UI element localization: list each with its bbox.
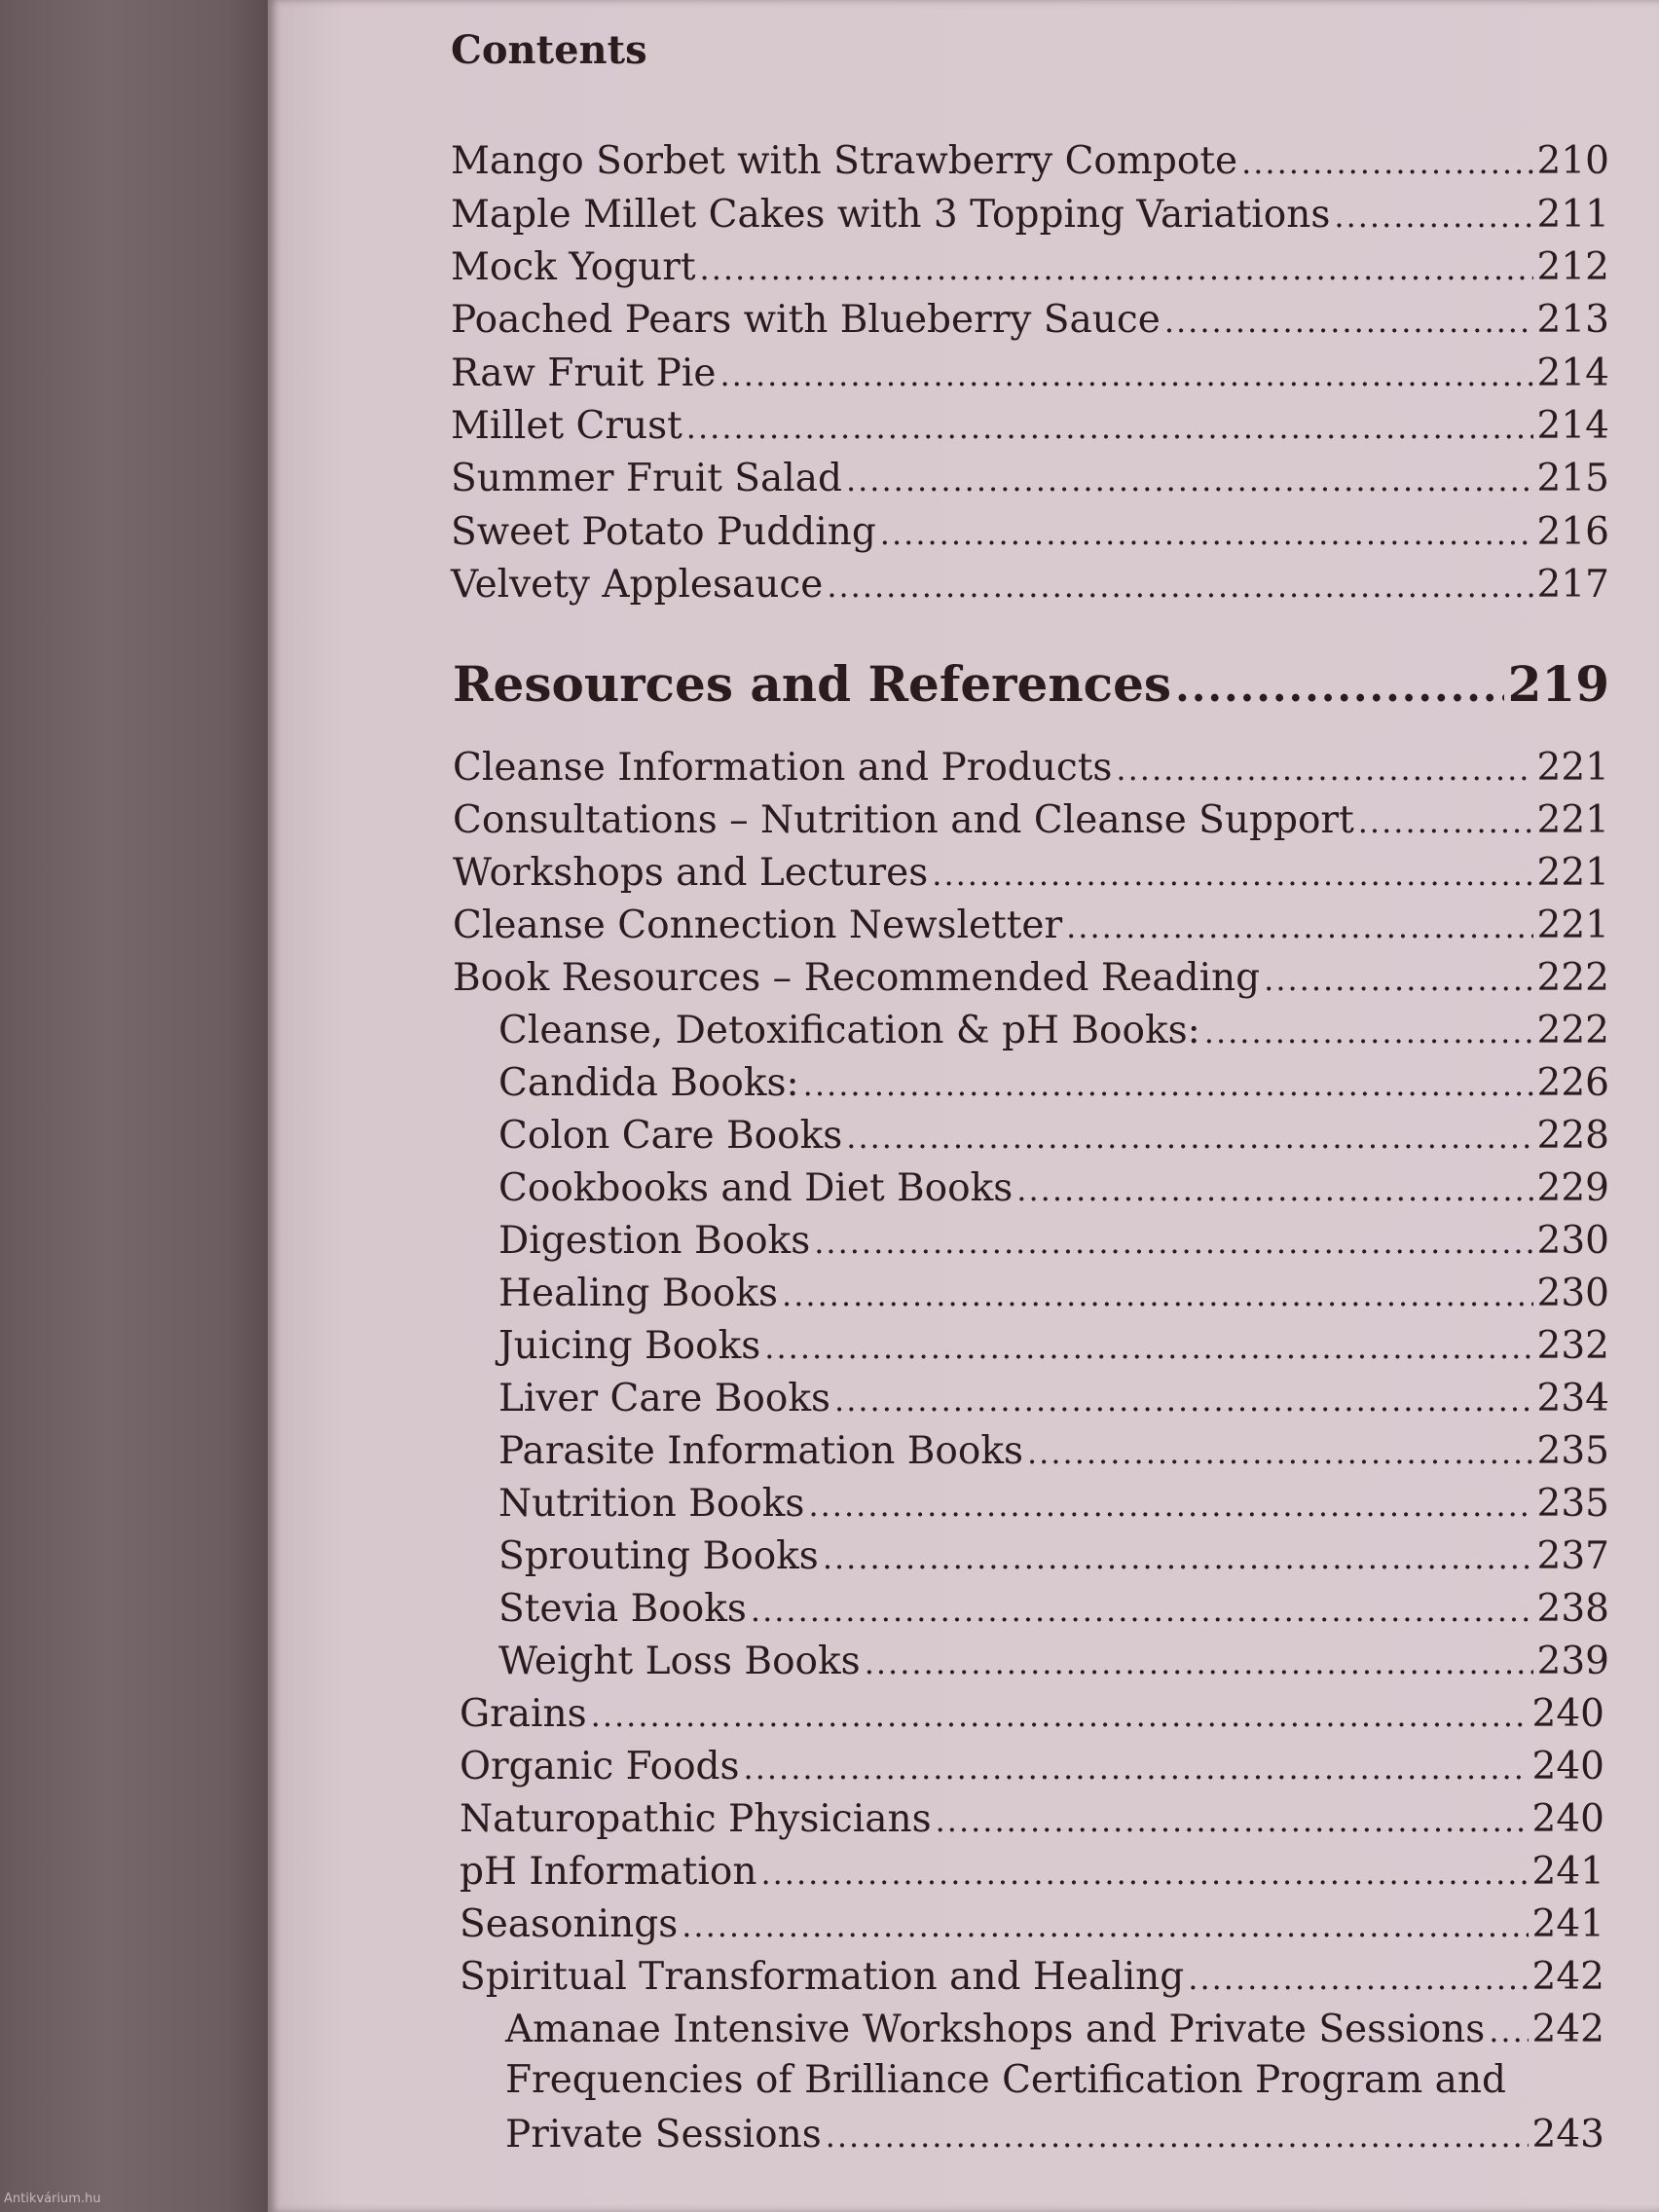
toc-entry <box>451 139 1609 183</box>
toc-entry-title: Raw Fruit Pie <box>451 351 717 395</box>
toc-subentry <box>498 1534 1609 1578</box>
watermark: Antikvárium.hu <box>4 2192 101 2206</box>
leader-dots <box>823 1539 1533 1576</box>
toc-entry-title: Cookbooks and Diet Books <box>498 1166 1014 1210</box>
toc-entry-page: 221 <box>1536 798 1609 842</box>
toc-entry-page: 232 <box>1536 1324 1609 1368</box>
toc-entry <box>451 510 1609 554</box>
toc-entry-title: Velvety Applesauce <box>451 563 824 607</box>
leader-dots <box>700 250 1533 287</box>
toc-entry-page: 242 <box>1531 1955 1604 1999</box>
toc-entry <box>460 1745 1604 1788</box>
leader-dots <box>1264 961 1532 998</box>
toc-subentry <box>498 1377 1609 1420</box>
leader-dots <box>932 856 1532 893</box>
toc-entry-title: Candida Books: <box>498 1061 799 1105</box>
toc-entry-title: Juicing Books <box>498 1324 761 1368</box>
toc-entry-title-line1: Frequencies of Brilliance Certification Program and <box>505 2058 1506 2102</box>
leader-dots <box>1175 663 1504 711</box>
toc-entry-title: Liver Care Books <box>498 1377 831 1420</box>
toc-entry-page: 221 <box>1536 903 1609 947</box>
toc-entry-page: 222 <box>1536 956 1609 1000</box>
toc-entry <box>451 193 1609 237</box>
toc-entry-title: Summer Fruit Salad <box>451 457 842 500</box>
toc-subentry <box>498 1061 1609 1105</box>
toc-entry-page: 237 <box>1536 1534 1609 1578</box>
leader-dots <box>846 1119 1532 1156</box>
toc-entry-title: Healing Books <box>498 1272 779 1315</box>
toc-entry <box>460 1692 1604 1736</box>
toc-entry-page: 242 <box>1531 2008 1604 2051</box>
toc-entry-title: Sweet Potato Pudding <box>451 510 876 554</box>
leader-dots <box>827 568 1532 605</box>
leader-dots <box>1066 908 1532 945</box>
section-heading <box>453 655 1609 713</box>
toc-entry-page: 222 <box>1536 1009 1609 1052</box>
leader-dots <box>591 1697 1529 1734</box>
leader-dots <box>1164 303 1533 340</box>
toc-subentry <box>498 1114 1609 1158</box>
leader-dots <box>782 1276 1533 1313</box>
toc-entry <box>453 851 1609 895</box>
leader-dots <box>1204 1014 1533 1051</box>
toc-entry-title: Amanae Intensive Workshops and Private Sessions <box>505 2008 1486 2051</box>
toc-entry-title: Poached Pears with Blueberry Sauce <box>451 298 1161 342</box>
toc-entry-page: 215 <box>1536 457 1609 500</box>
toc-entry-page: 234 <box>1536 1377 1609 1420</box>
toc-subentry <box>498 1272 1609 1315</box>
toc-entry <box>453 956 1609 1000</box>
toc-entry-title: Maple Millet Cakes with 3 Topping Variations <box>451 193 1331 237</box>
leader-dots <box>760 1855 1528 1892</box>
toc-entry-title: Mock Yogurt <box>451 245 696 289</box>
toc-entry <box>460 1902 1604 1946</box>
leader-dots <box>834 1382 1533 1419</box>
toc-entry-page: 241 <box>1531 1902 1604 1946</box>
toc-entry-title: Organic Foods <box>460 1745 740 1788</box>
leader-dots <box>865 1644 1533 1681</box>
toc-entry-title: Naturopathic Physicians <box>460 1797 932 1841</box>
toc-entry-page: 221 <box>1536 746 1609 790</box>
toc-entry-title: Weight Loss Books <box>498 1640 861 1683</box>
leader-dots <box>686 409 1533 446</box>
toc-entry-page: 230 <box>1536 1219 1609 1263</box>
toc-entry-title: Colon Care Books <box>498 1114 843 1158</box>
toc-entry <box>453 903 1609 947</box>
toc-entry <box>453 746 1609 790</box>
toc-entry-page: 228 <box>1536 1114 1609 1158</box>
toc-entry-title: Cleanse Information and Products <box>453 746 1113 790</box>
leader-dots <box>1027 1434 1533 1471</box>
toc-subentry <box>498 1482 1609 1526</box>
leader-dots <box>682 1907 1528 1944</box>
toc-entry-title-line2: Private Sessions <box>505 2113 822 2157</box>
toc-entry-title: Consultations – Nutrition and Cleanse Support <box>453 798 1354 842</box>
toc-subentry <box>498 1219 1609 1263</box>
toc-entry-title: Seasonings <box>460 1902 679 1946</box>
toc-entry <box>451 404 1609 448</box>
section-heading-title: Resources and References <box>453 655 1172 713</box>
book-binding <box>0 0 268 2212</box>
toc-subentry <box>498 1640 1609 1683</box>
leader-dots <box>1116 751 1532 788</box>
toc-subentry <box>505 2008 1604 2051</box>
toc-entry-title: Workshops and Lectures <box>453 851 929 895</box>
toc-subentry <box>498 1429 1609 1473</box>
toc-entry-page: 240 <box>1531 1797 1604 1841</box>
toc-entry <box>451 457 1609 500</box>
toc-entry-title: pH Information <box>460 1850 757 1894</box>
toc-entry-page: 235 <box>1536 1429 1609 1473</box>
toc-entry-title: Parasite Information Books <box>498 1429 1023 1473</box>
toc-entry-page: 229 <box>1536 1166 1609 1210</box>
toc-entry-title: Grains <box>460 1692 587 1736</box>
leader-dots <box>1188 1960 1528 1997</box>
toc-entry <box>451 563 1609 607</box>
toc-entry <box>451 351 1609 395</box>
toc-entry-page: 212 <box>1536 245 1609 289</box>
toc-entry-page: 240 <box>1531 1745 1604 1788</box>
toc-subentry <box>505 2113 1604 2157</box>
leader-dots <box>826 2118 1529 2155</box>
toc-subentry <box>498 1587 1609 1631</box>
leader-dots <box>1016 1171 1532 1208</box>
leader-dots <box>751 1592 1533 1629</box>
leader-dots <box>880 515 1533 552</box>
toc-entry-page: 241 <box>1531 1850 1604 1894</box>
toc-entry-title: Digestion Books <box>498 1219 811 1263</box>
toc-entry-title: Nutrition Books <box>498 1482 805 1526</box>
leader-dots <box>846 461 1533 498</box>
toc-entry-page: 238 <box>1536 1587 1609 1631</box>
page-title: Contents <box>451 27 647 73</box>
toc-entry-page: 213 <box>1536 298 1609 342</box>
section-heading-page: 219 <box>1507 655 1609 713</box>
leader-dots <box>814 1224 1532 1261</box>
leader-dots <box>1489 2012 1528 2049</box>
leader-dots <box>803 1066 1533 1103</box>
toc-entry-title: Spiritual Transformation and Healing <box>460 1955 1185 1999</box>
toc-entry-title: Book Resources – Recommended Reading <box>453 956 1261 1000</box>
toc-entry-page: 226 <box>1536 1061 1609 1105</box>
toc-entry-page: 235 <box>1536 1482 1609 1526</box>
leader-dots <box>936 1802 1529 1839</box>
leader-dots <box>1241 144 1532 181</box>
toc-entry <box>453 798 1609 842</box>
toc-entry-title: Sprouting Books <box>498 1534 819 1578</box>
toc-entry <box>451 245 1609 289</box>
toc-entry-title: Millet Crust <box>451 404 682 448</box>
toc-subentry <box>498 1009 1609 1052</box>
toc-entry-page: 217 <box>1536 563 1609 607</box>
leader-dots <box>808 1487 1532 1524</box>
toc-entry-page: 216 <box>1536 510 1609 554</box>
toc-entry-page: 210 <box>1536 139 1609 183</box>
toc-entry <box>460 1797 1604 1841</box>
toc-entry-title: Stevia Books <box>498 1587 747 1631</box>
toc-entry-title: Cleanse Connection Newsletter <box>453 903 1063 947</box>
leader-dots <box>764 1329 1532 1366</box>
toc-entry-page: 221 <box>1536 851 1609 895</box>
toc-entry-title: Cleanse, Detoxification & pH Books: <box>498 1009 1200 1052</box>
toc-entry <box>460 1850 1604 1894</box>
toc-entry-page: 211 <box>1536 193 1609 237</box>
toc-entry-page: 243 <box>1531 2113 1604 2157</box>
toc-entry-page: 239 <box>1536 1640 1609 1683</box>
leader-dots <box>1334 198 1532 235</box>
toc-entry-title: Mango Sorbet with Strawberry Compote <box>451 139 1238 183</box>
toc-subentry <box>498 1324 1609 1368</box>
leader-dots <box>744 1750 1529 1787</box>
toc-entry-page: 214 <box>1536 404 1609 448</box>
leader-dots <box>1358 803 1533 840</box>
leader-dots <box>719 356 1532 393</box>
toc-entry <box>451 298 1609 342</box>
toc-entry-page: 214 <box>1536 351 1609 395</box>
toc-entry <box>460 1955 1604 1999</box>
toc-entry-page: 230 <box>1536 1272 1609 1315</box>
toc-entry-page: 240 <box>1531 1692 1604 1736</box>
toc-subentry <box>498 1166 1609 1210</box>
